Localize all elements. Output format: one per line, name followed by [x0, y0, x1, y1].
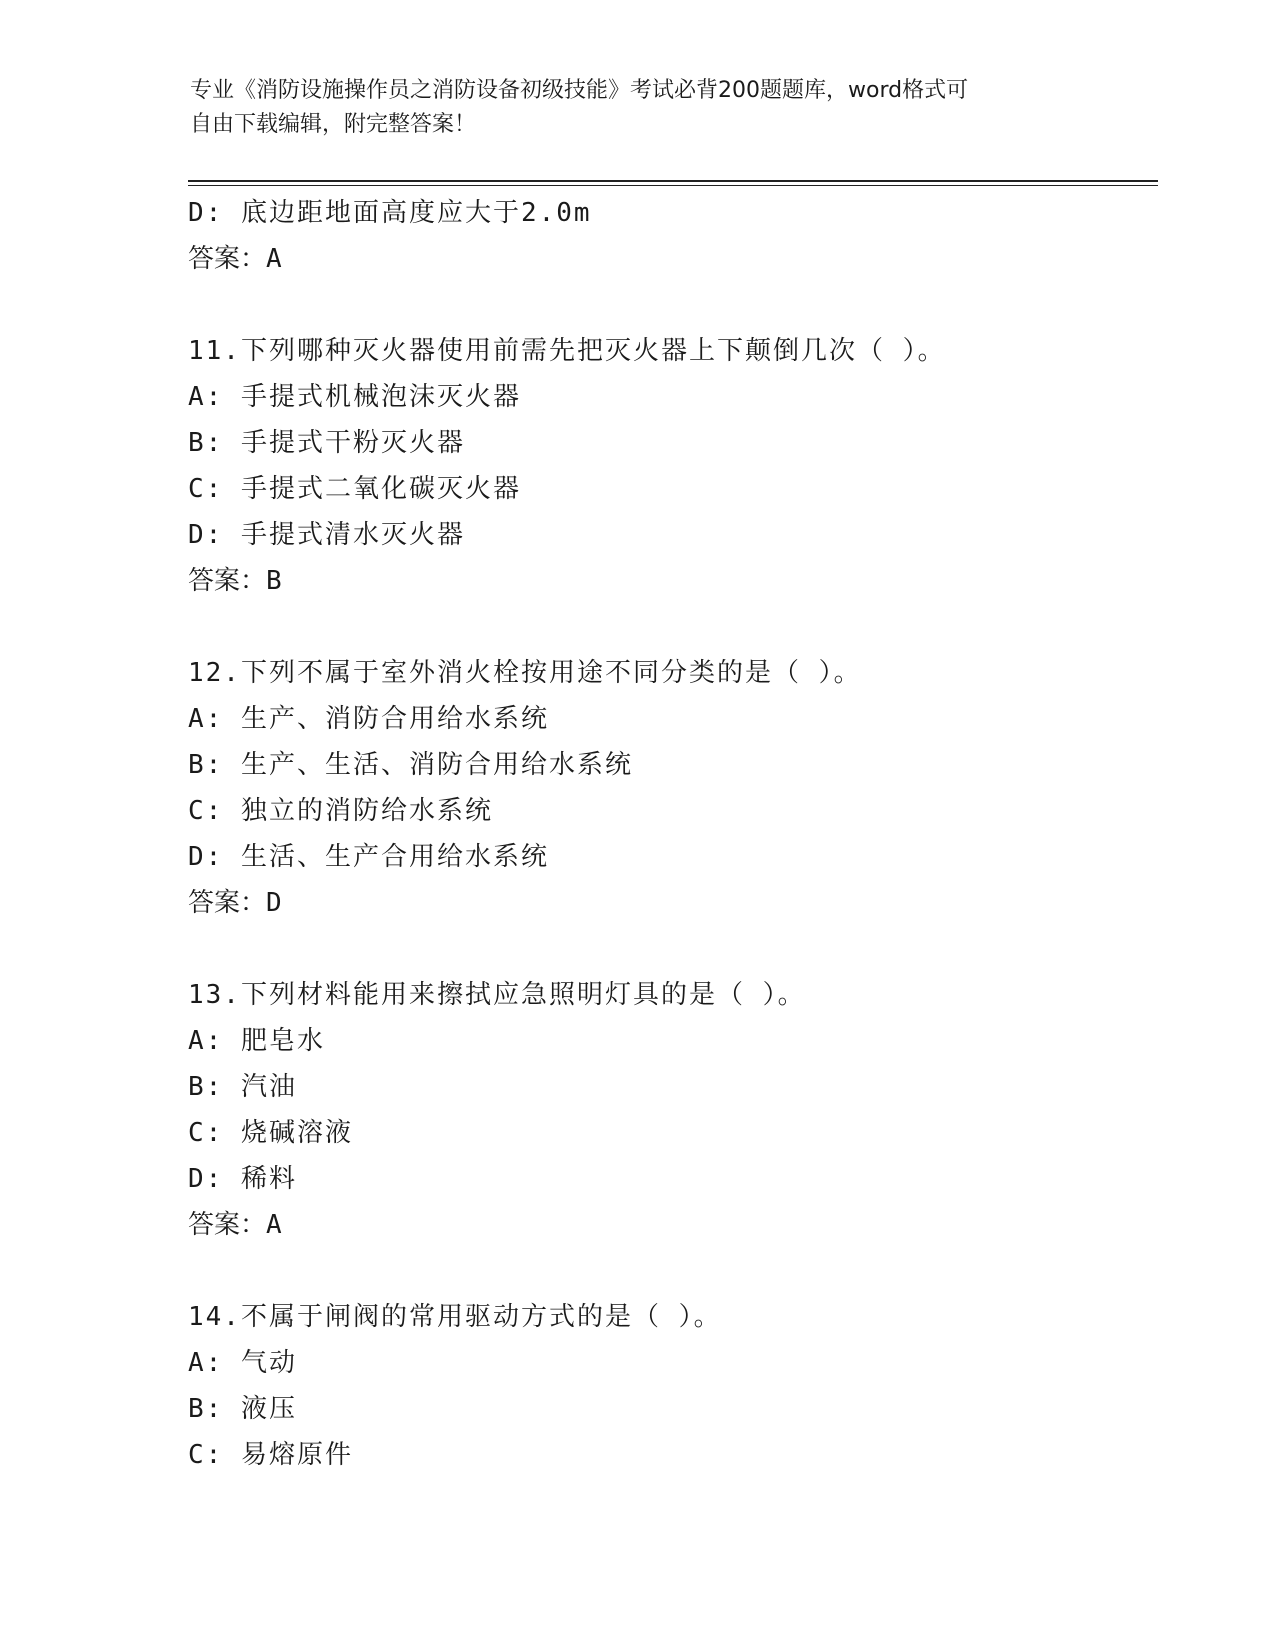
answer-value: A: [266, 1210, 282, 1240]
header-line-2: 自由下载编辑，附完整答案！: [190, 112, 477, 137]
option-c: C: 烧碱溶液: [188, 1118, 353, 1148]
spacer: [188, 604, 1158, 650]
option-c: C: 手提式二氧化碳灭火器: [188, 474, 521, 504]
option-a: A: 气动: [188, 1348, 297, 1378]
header-rule-thin: [188, 185, 1158, 186]
option-c: C: 易熔原件: [188, 1440, 353, 1470]
question-11: [188, 328, 1158, 604]
question-10-tail: [188, 190, 1158, 282]
answer-label: 答案：: [188, 1210, 267, 1240]
option-d: D: 底边距地面高度应大于2.0m: [188, 198, 592, 228]
document-header: [190, 74, 1090, 142]
answer-value: A: [266, 244, 282, 274]
answer-value: D: [266, 888, 282, 918]
option-d: D: 稀料: [188, 1164, 297, 1194]
option-b: B: 手提式干粉灭火器: [188, 428, 465, 458]
question-content: [188, 190, 1158, 1478]
option-b: B: 汽油: [188, 1072, 297, 1102]
answer-line: [188, 236, 1158, 282]
question-13: [188, 972, 1158, 1248]
question-stem: 13.下列材料能用来擦拭应急照明灯具的是（ ）。: [188, 980, 806, 1010]
answer-line: [188, 880, 1158, 926]
header-rule-thick: [188, 180, 1158, 182]
option-a: A: 生产、消防合用给水系统: [188, 704, 549, 734]
option-b: B: 生产、生活、消防合用给水系统: [188, 750, 633, 780]
option-a: A: 手提式机械泡沫灭火器: [188, 382, 521, 412]
option-a: A: 肥皂水: [188, 1026, 325, 1056]
spacer: [188, 926, 1158, 972]
option-c: C: 独立的消防给水系统: [188, 796, 493, 826]
answer-line: [188, 1202, 1158, 1248]
question-stem: 12.下列不属于室外消火栓按用途不同分类的是（ ）。: [188, 658, 862, 688]
question-stem: 11.下列哪种灭火器使用前需先把灭火器上下颠倒几次（ ）。: [188, 336, 946, 366]
header-line-1: 专业《消防设施操作员之消防设备初级技能》考试必背200题题库，word格式可: [190, 78, 969, 103]
spacer: [188, 1248, 1158, 1294]
option-d: D: 生活、生产合用给水系统: [188, 842, 549, 872]
option-b: B: 液压: [188, 1394, 297, 1424]
question-stem: 14.不属于闸阀的常用驱动方式的是（ ）。: [188, 1302, 722, 1332]
answer-label: 答案：: [188, 244, 267, 274]
answer-value: B: [266, 566, 282, 596]
answer-label: 答案：: [188, 888, 267, 918]
option-d: D: 手提式清水灭火器: [188, 520, 465, 550]
answer-label: 答案：: [188, 566, 267, 596]
question-12: [188, 650, 1158, 926]
spacer: [188, 282, 1158, 328]
answer-line: [188, 558, 1158, 604]
question-14: [188, 1294, 1158, 1478]
